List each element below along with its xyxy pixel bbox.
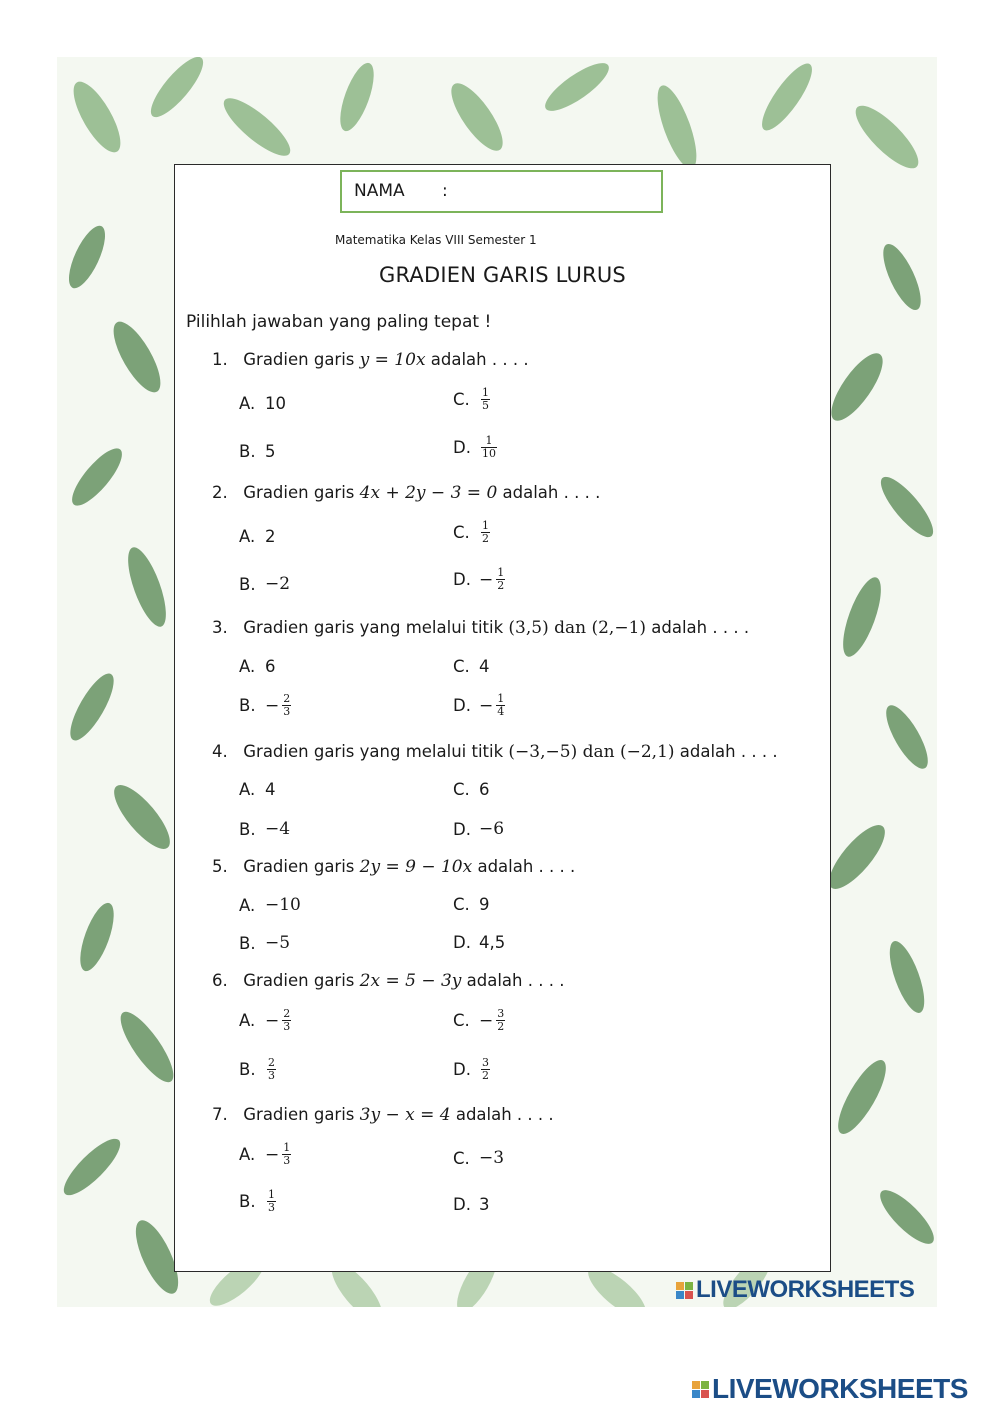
- question-equation: 3y − x = 4: [359, 1105, 451, 1125]
- option-7c[interactable]: C. −3: [453, 1148, 505, 1168]
- option-7a[interactable]: A. − $\frac{1}{3}$: [239, 1141, 291, 1167]
- question-1: 1. Gradien garis y = 10x adalah . . . .: [212, 350, 529, 370]
- page-title: GRADIEN GARIS LURUS: [379, 263, 626, 287]
- fraction: $\frac{3}{2}$: [482, 1056, 489, 1082]
- question-equation: 4x + 2y − 3 = 0: [359, 483, 498, 503]
- option-6a[interactable]: A. − $\frac{2}{3}$: [239, 1007, 291, 1033]
- question-equation: (−3,−5) dan (−2,1): [508, 742, 675, 762]
- option-6c[interactable]: C. − $\frac{3}{2}$: [453, 1007, 505, 1033]
- fraction: $\frac{1}{5}$: [482, 386, 489, 412]
- instruction-text: Pilihlah jawaban yang paling tepat !: [186, 312, 492, 332]
- fraction: $\frac{1}{3}$: [268, 1188, 275, 1214]
- fraction: $\frac{2}{3}$: [283, 1007, 291, 1033]
- question-2: 2. Gradien garis 4x + 2y − 3 = 0 adalah . . . .: [212, 483, 601, 503]
- option-5d[interactable]: D. 4,5: [453, 933, 506, 952]
- fraction: $\frac{1}{10}$: [482, 434, 496, 460]
- option-1c[interactable]: C. $\frac{1}{5}$: [453, 386, 489, 412]
- option-2d[interactable]: D. − $\frac{1}{2}$: [453, 566, 505, 592]
- subtitle: Matematika Kelas VIII Semester 1: [335, 233, 537, 247]
- fraction: $\frac{1}{2}$: [482, 519, 489, 545]
- option-4d[interactable]: D. −6: [453, 819, 505, 839]
- name-field[interactable]: [340, 170, 663, 213]
- option-3d[interactable]: D. − $\frac{1}{4}$: [453, 692, 505, 718]
- option-2b[interactable]: B. −2: [239, 574, 291, 594]
- fraction: $\frac{2}{3}$: [268, 1056, 275, 1082]
- fraction: $\frac{2}{3}$: [283, 692, 291, 718]
- liveworksheets-logo-icon: [676, 1282, 693, 1299]
- option-7d[interactable]: D. 3: [453, 1195, 490, 1214]
- question-5: 5. Gradien garis 2y = 9 − 10x adalah . . . .: [212, 857, 576, 877]
- name-colon: :: [442, 181, 448, 201]
- option-6b[interactable]: B. $\frac{2}{3}$: [239, 1056, 275, 1082]
- name-label: NAMA: [354, 181, 405, 201]
- fraction: $\frac{1}{3}$: [283, 1141, 291, 1167]
- option-5c[interactable]: C. 9: [453, 895, 490, 914]
- question-equation: y = 10x: [359, 350, 426, 370]
- question-7: 7. Gradien garis 3y − x = 4 adalah . . . .: [212, 1105, 554, 1125]
- option-1a[interactable]: A. 10: [239, 394, 286, 413]
- option-3a[interactable]: A. 6: [239, 657, 276, 676]
- option-6d[interactable]: D. $\frac{3}{2}$: [453, 1056, 489, 1082]
- fraction: $\frac{1}{2}$: [497, 566, 505, 592]
- question-equation: 2y = 9 − 10x: [359, 857, 473, 877]
- question-6: 6. Gradien garis 2x = 5 − 3y adalah . . . .: [212, 971, 565, 991]
- fraction: $\frac{1}{4}$: [497, 692, 505, 718]
- worksheet-paper: [174, 164, 831, 1272]
- option-5b[interactable]: B. −5: [239, 933, 291, 953]
- option-3b[interactable]: B. − $\frac{2}{3}$: [239, 692, 291, 718]
- option-3c[interactable]: C. 4: [453, 657, 490, 676]
- option-7b[interactable]: B. $\frac{1}{3}$: [239, 1188, 275, 1214]
- liveworksheets-watermark: LIVEWORKSHEETS: [676, 1276, 914, 1304]
- fraction: $\frac{3}{2}$: [497, 1007, 505, 1033]
- question-equation: (3,5) dan (2,−1): [508, 618, 647, 638]
- option-4b[interactable]: B. −4: [239, 819, 291, 839]
- option-2a[interactable]: A. 2: [239, 527, 276, 546]
- question-equation: 2x = 5 − 3y: [359, 971, 462, 991]
- option-5a[interactable]: A. −10: [239, 895, 301, 915]
- question-4: 4. Gradien garis yang melalui titik (−3,−5) dan (−2,1) adalah . . . .: [212, 742, 778, 762]
- option-4c[interactable]: C. 6: [453, 780, 490, 799]
- option-2c[interactable]: C. $\frac{1}{2}$: [453, 519, 489, 545]
- option-1b[interactable]: B. 5: [239, 442, 276, 461]
- liveworksheets-footer-logo[interactable]: LIVEWORKSHEETS: [692, 1373, 968, 1405]
- option-4a[interactable]: A. 4: [239, 780, 276, 799]
- liveworksheets-logo-icon: [692, 1381, 709, 1398]
- option-1d[interactable]: D. $\frac{1}{10}$: [453, 434, 496, 460]
- question-3: 3. Gradien garis yang melalui titik (3,5) dan (2,−1) adalah . . . .: [212, 618, 750, 638]
